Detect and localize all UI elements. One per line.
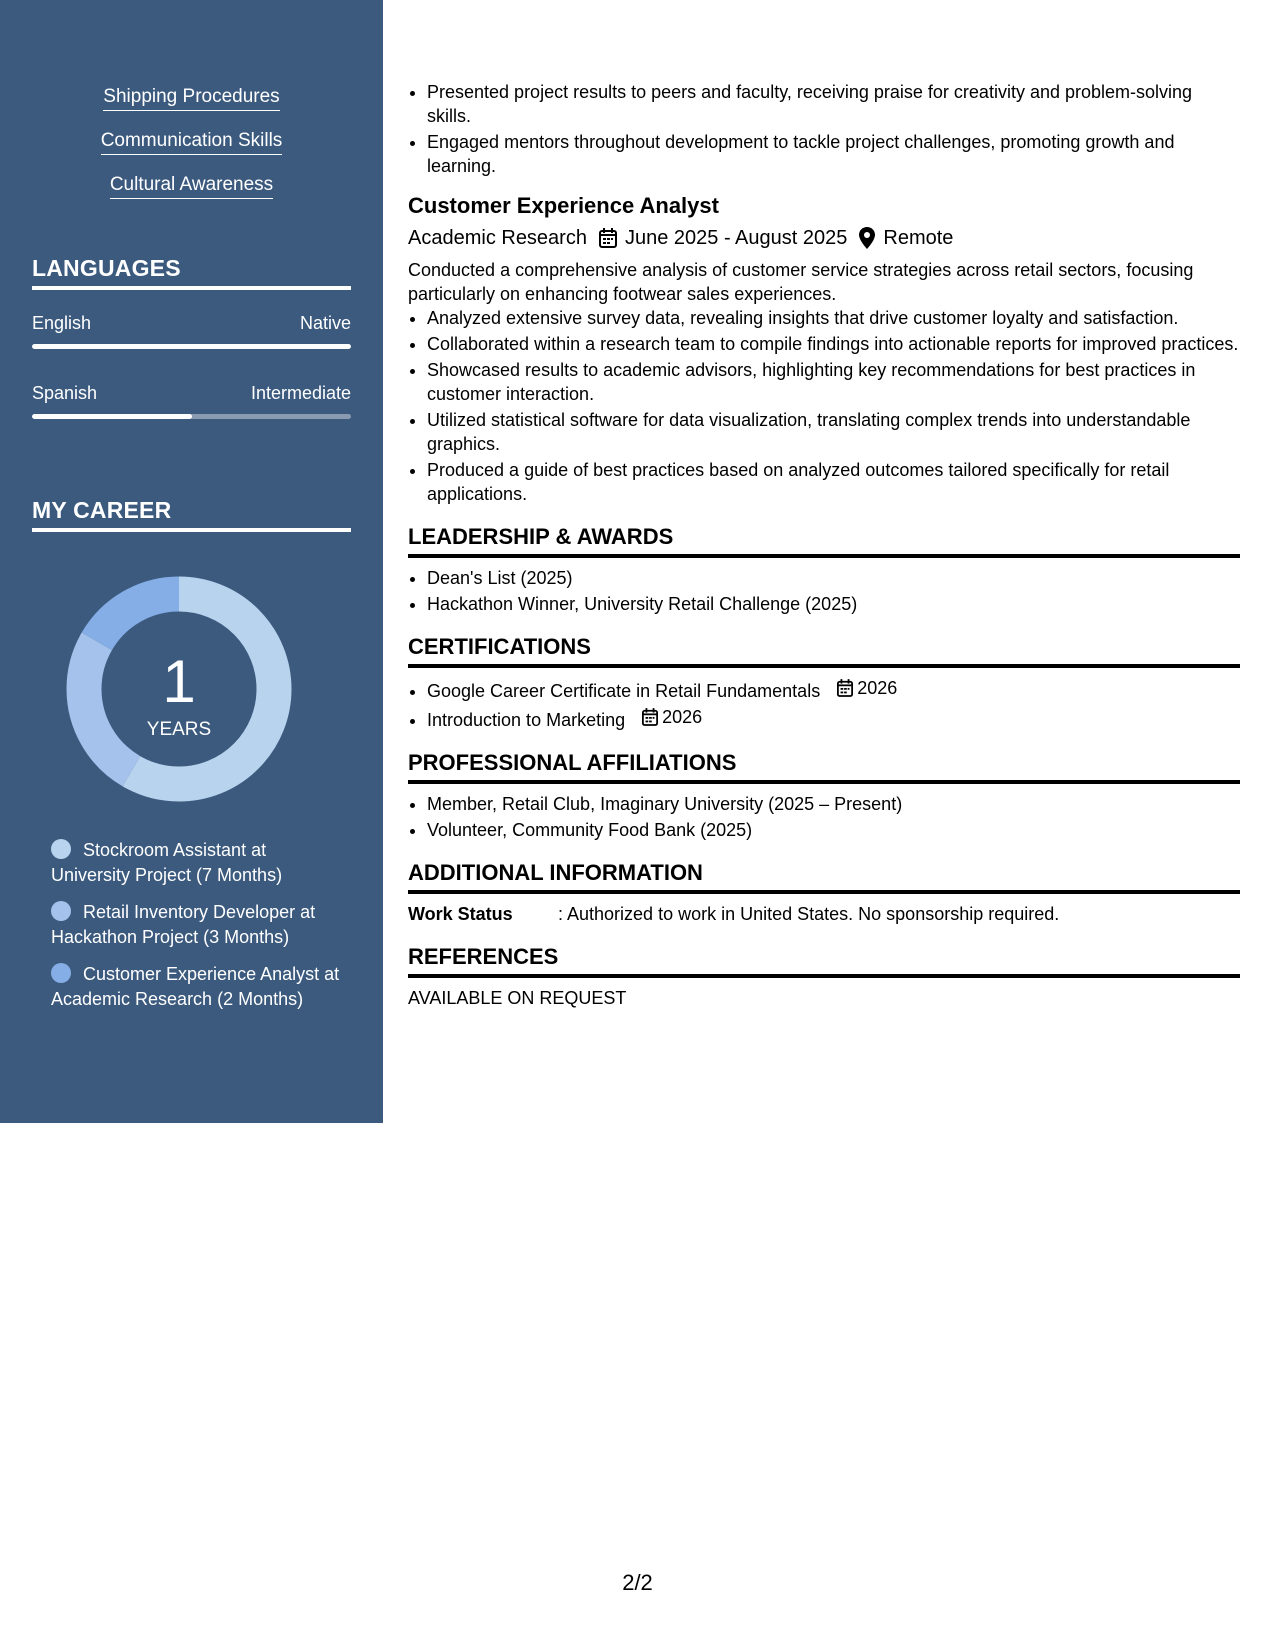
job-dates: June 2025 - August 2025 xyxy=(624,226,848,249)
career-legend-item xyxy=(51,838,341,888)
leadership-item: • Dean's List (2025) xyxy=(427,566,1240,590)
certification-year: 2026 xyxy=(662,707,703,727)
references-heading: REFERENCES xyxy=(408,944,1240,978)
language-row xyxy=(32,383,351,404)
language-row xyxy=(32,313,351,334)
career-years-number: 1 xyxy=(162,648,196,715)
certification-item xyxy=(427,705,1240,732)
language-name: Spanish xyxy=(32,383,98,403)
legend-dot xyxy=(51,839,71,859)
career-legend-item xyxy=(51,962,341,1012)
languages-heading: LANGUAGES xyxy=(32,255,351,290)
job-company: Academic Research xyxy=(408,226,587,249)
job-location: Remote xyxy=(883,226,954,249)
career-years-unit: YEARS xyxy=(146,719,212,740)
bullet-item: • Utilized statistical software for data visualization, translating complex trends into understandable graphics. xyxy=(427,408,1240,456)
affiliations-list xyxy=(408,792,1240,842)
affiliations-heading: PROFESSIONAL AFFILIATIONS xyxy=(408,750,1240,784)
certification-name: Introduction to Marketing xyxy=(427,710,626,730)
bullet-item: • Showcased results to academic advisors, highlighting key recommendations for best practices in customer interaction. xyxy=(427,358,1240,406)
bullet-item: • Analyzed extensive survey data, revealing insights that drive customer loyalty and satisfaction. xyxy=(427,306,1240,330)
certifications-heading: CERTIFICATIONS xyxy=(408,634,1240,668)
bullet-item: • Engaged mentors throughout development to tackle project challenges, promoting growth and learning. xyxy=(427,130,1240,178)
certification-year: 2026 xyxy=(857,678,898,698)
main-content xyxy=(408,80,1240,1010)
job-meta xyxy=(408,224,1240,252)
career-legend-label: Customer Experience Analyst at Academic Research (2 Months) xyxy=(51,964,340,1009)
additional-info-heading: ADDITIONAL INFORMATION xyxy=(408,860,1240,894)
work-status-label: Work Status xyxy=(408,904,513,924)
location-pin-icon xyxy=(859,227,875,249)
calendar-icon xyxy=(837,679,853,697)
page-number: 2/2 xyxy=(622,1570,653,1595)
job-description: Conducted a comprehensive analysis of customer service strategies across retail sectors, focusing particularly on enhancing footwear sales experiences. xyxy=(408,260,1194,304)
leadership-list xyxy=(408,566,1240,616)
career-legend-label: Stockroom Assistant at University Project (7 Months) xyxy=(51,840,283,885)
work-status-row xyxy=(408,902,1240,926)
calendar-icon xyxy=(642,708,658,726)
references-text: AVAILABLE ON REQUEST xyxy=(408,988,627,1008)
career-donut-chart xyxy=(66,576,292,802)
language-bar xyxy=(32,344,351,349)
legend-dot xyxy=(51,963,71,983)
bullet-item: • Collaborated within a research team to compile findings into actionable reports for improved practices. xyxy=(427,332,1240,356)
bullet-item: • Produced a guide of best practices based on analyzed outcomes tailored specifically for retail applications. xyxy=(427,458,1240,506)
affiliation-item: • Member, Retail Club, Imaginary University (2025 – Present) xyxy=(427,792,1240,816)
previous-job-bullets xyxy=(408,80,1240,178)
bullet-item: • Presented project results to peers and faculty, receiving praise for creativity and problem-solving skills. xyxy=(427,80,1240,128)
language-bar xyxy=(32,414,351,419)
job-bullets xyxy=(408,306,1240,506)
legend-dot xyxy=(51,901,71,921)
certification-name: Google Career Certificate in Retail Fundamentals xyxy=(427,681,821,701)
leadership-item: • Hackathon Winner, University Retail Challenge (2025) xyxy=(427,592,1240,616)
leadership-heading: LEADERSHIP & AWARDS xyxy=(408,524,1240,558)
skills-list xyxy=(0,86,383,218)
work-status-value: : Authorized to work in United States. No sponsorship required. xyxy=(558,904,1060,924)
language-bar-fill xyxy=(32,344,351,349)
job-title: Customer Experience Analyst xyxy=(408,193,719,218)
language-name: English xyxy=(32,313,92,333)
career-legend-item xyxy=(51,900,341,950)
affiliation-item: • Volunteer, Community Food Bank (2025) xyxy=(427,818,1240,842)
career-legend xyxy=(51,838,341,1024)
skill-item: Shipping Procedures xyxy=(103,86,279,111)
career-heading: MY CAREER xyxy=(32,497,351,532)
sidebar xyxy=(0,0,383,1123)
skill-item: Communication Skills xyxy=(101,130,283,155)
certification-item xyxy=(427,676,1240,703)
language-level: Intermediate xyxy=(250,383,351,403)
language-level: Native xyxy=(299,313,351,333)
certifications-list xyxy=(408,676,1240,732)
skill-item: Cultural Awareness xyxy=(110,174,273,199)
career-legend-label: Retail Inventory Developer at Hackathon Project (3 Months) xyxy=(51,902,316,947)
language-bar-fill xyxy=(32,414,192,419)
calendar-icon xyxy=(599,228,617,248)
